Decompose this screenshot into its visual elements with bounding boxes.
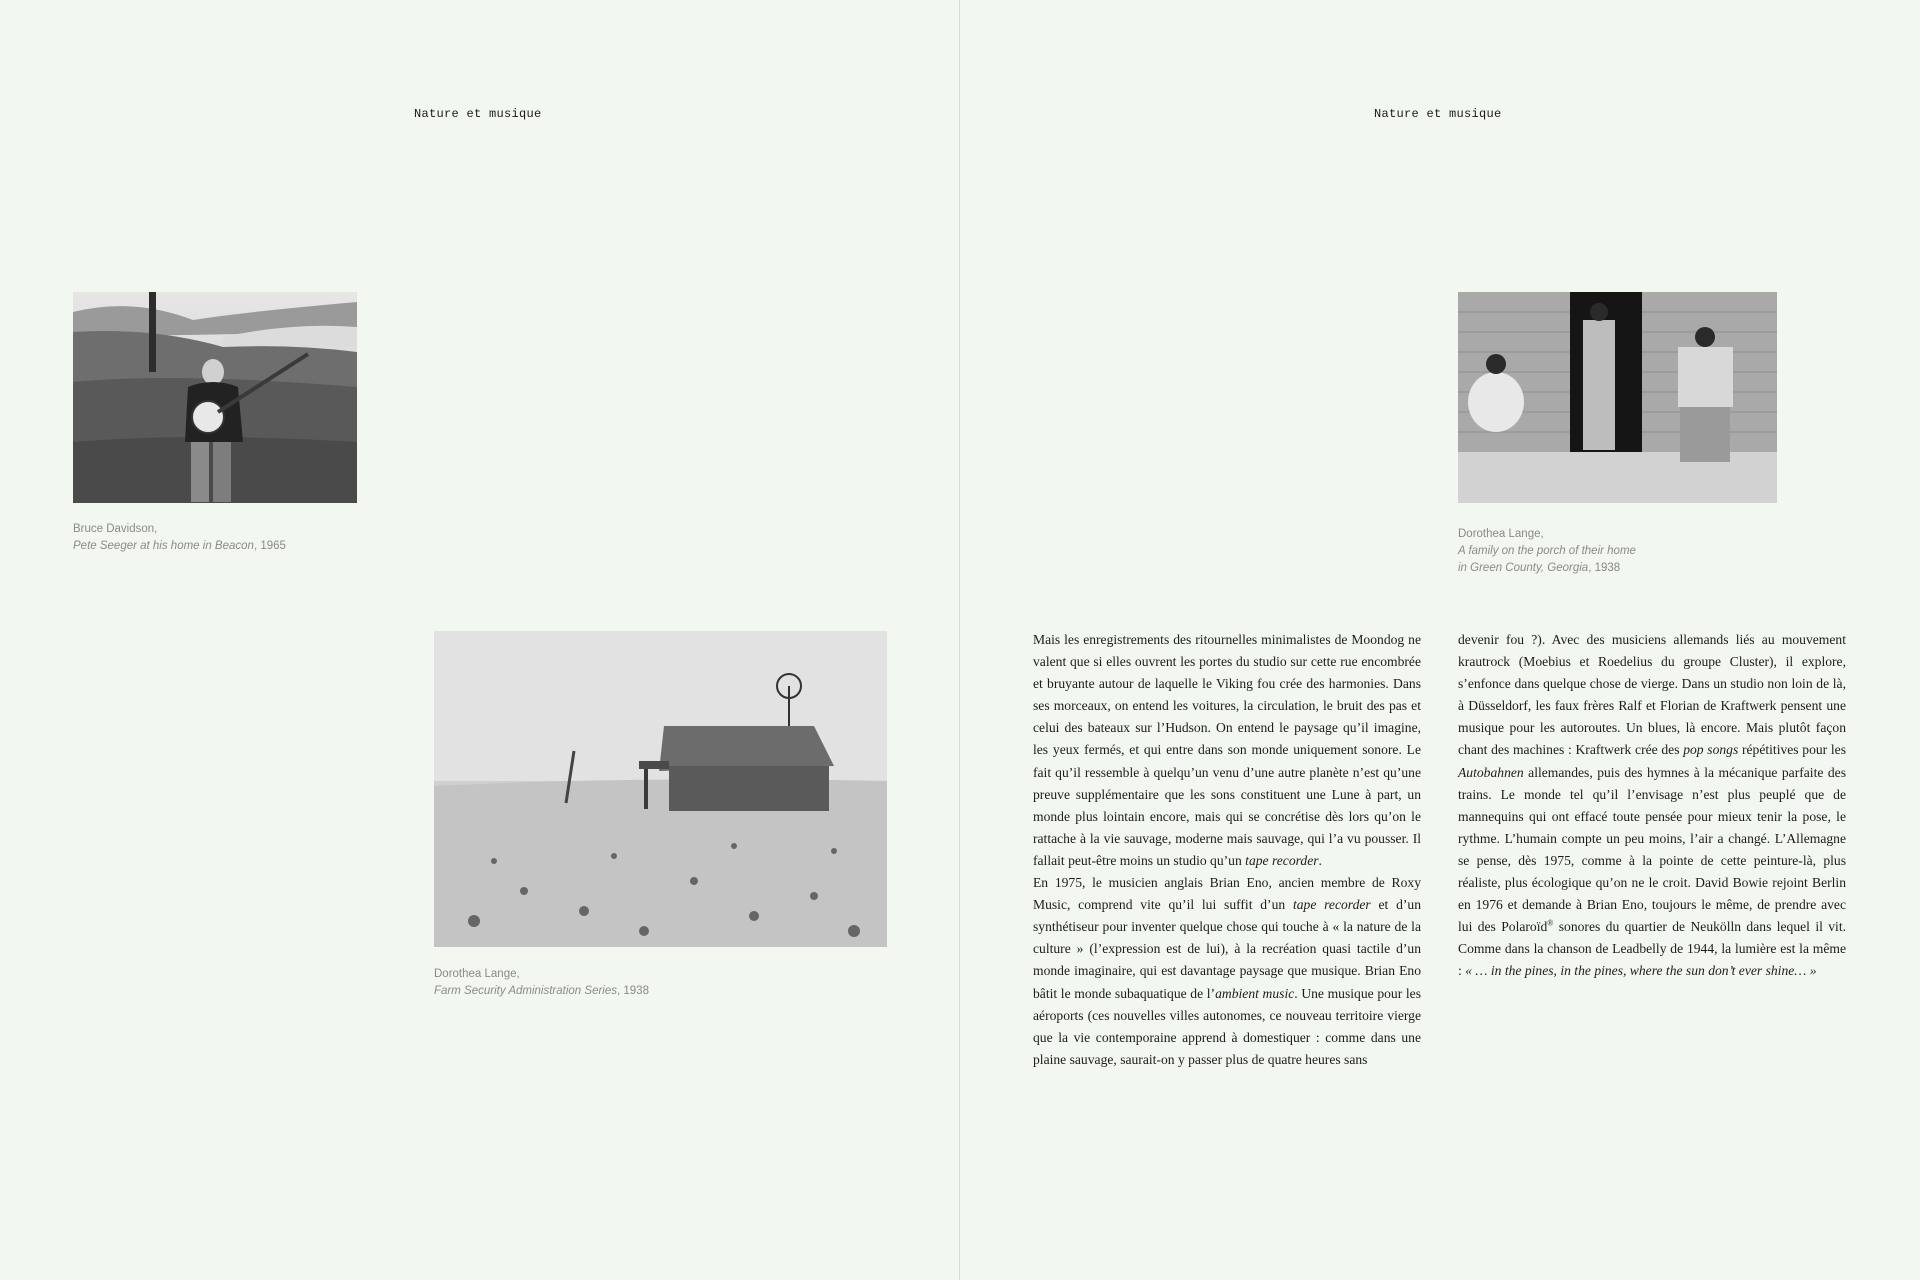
caption-seeger-author: Bruce Davidson, [73, 523, 158, 535]
registered-mark: ® [1547, 918, 1554, 928]
caption-farm-author: Dorothea Lange, [434, 968, 520, 980]
text-column-1 [1033, 629, 1421, 1071]
caption-seeger-title: Pete Seeger at his home in Beacon [73, 540, 254, 552]
running-head-right: Nature et musique [1374, 107, 1502, 121]
paragraph-moondog-text: Mais les enregistrements des ritournelles minimalistes de Moondog ne valent que si elles ouvrent les portes du studio sur cette rue encombrée et bruyante autour de laquelle le Viking fou crée des harmonies. Dans ses morceaux, on entend les voitures, la circulation, le bruit des pas et celui des bateaux sur l’Hudson. On entend le paysage qu’il imagine, les yeux fermés, et qui entre dans son monde uniquement sonore. Le fait qu’il ressemble à quelqu’un venu d’une autre planète n’est qu’une preuve supplémentaire que les sons constituent une Lune à part, un monde plus lointain encore, mais qui se concrétise dès lors qu’on le rattache à la vie sauvage, moderne mais sauvage, qui l’a vu pousser. Il fallait peut-être moins un studio qu’un [1033, 632, 1421, 868]
caption-porch-title-line1: A family on the porch of their home [1458, 545, 1636, 557]
photo-porch [1458, 292, 1777, 503]
paragraph-kraftwerk [1458, 629, 1846, 983]
caption-porch [1458, 526, 1818, 577]
paragraph-eno-text-c: . Une musique pour les aéroports (ces nouvelles villes autonomes, ce nouveau territoire vierge que la vie contemporaine apprend à domestiquer : comme dans une plaine sauvage, saurait-on y passer plus de quatre heures sans [1033, 985, 1421, 1067]
text-column-2 [1458, 629, 1846, 983]
caption-porch-year: , 1938 [1588, 562, 1621, 574]
running-head-left: Nature et musique [414, 107, 542, 121]
paragraph-kraftwerk-quote: « … in the pines, in the pines, where the sun don’t ever shine… » [1465, 963, 1817, 979]
photo-pete-seeger-banjo-icon [73, 292, 357, 503]
caption-seeger-year: , 1965 [253, 540, 286, 552]
photo-family-on-porch-icon [1458, 292, 1777, 503]
paragraph-moondog-end: . [1318, 852, 1322, 868]
paragraph-eno-em1: tape recorder [1292, 897, 1371, 913]
paragraph-moondog [1033, 629, 1421, 872]
photo-pete-seeger [73, 292, 357, 503]
caption-seeger [73, 521, 393, 555]
caption-farm-title: Farm Security Administration Series [434, 985, 617, 997]
caption-porch-title-line2-wrap [1458, 560, 1818, 577]
paragraph-kraftwerk-text-b: répétitives pour les [1738, 742, 1847, 758]
caption-farm-title-line [434, 983, 794, 1000]
photo-dust-bowl-farmhouse-icon [434, 631, 887, 947]
paragraph-eno-text-a: En 1975, le musicien anglais Brian Eno, ancien membre de Roxy Music, comprend vite qu’il lui suffit d’un [1033, 875, 1421, 913]
paragraph-kraftwerk-em2: Autobahnen [1458, 764, 1524, 780]
right-page [960, 0, 1920, 1280]
paragraph-eno-text-b: et d’un synthétiseur pour inventer quelque chose qui touche à « la nature de la culture » (l’expression est de lui), à la recréation quasi tactile d’un monde imaginaire, qui est davantage paysage que musique. Brian Eno bâtit le monde subaquatique de l’ [1033, 897, 1422, 1001]
photo-farm [434, 631, 887, 947]
paragraph-kraftwerk-text-d: sonores du quartier de Neukölln dans lequel il vit. Comme dans la chanson de Leadbelly de 1944, la lumière est la même : [1458, 919, 1846, 979]
caption-porch-author: Dorothea Lange, [1458, 528, 1544, 540]
paragraph-moondog-em: tape recorder [1245, 852, 1319, 868]
caption-seeger-title-line [73, 538, 393, 555]
paragraph-kraftwerk-text-c: allemandes, puis des hymnes à la mécanique parfaite des trains. Le monde tel qu’il l’envisage n’est plus peuplé que de mannequins qui ont effacé toute pensée pour mieux tenir la pose, le rythme. L’humain compte un peu moins, l’air a changé. L’Allemagne se pense, dès 1975, comme à la pointe de cette peinture-là, plus réaliste, plus écologique qu’on ne le croit. David Bowie rejoint Berlin en 1976 et demande à Brian Eno, toujours le même, de prendre avec lui des Polaroïd [1458, 764, 1846, 935]
caption-farm-year: , 1938 [617, 985, 649, 997]
caption-farm [434, 966, 794, 1000]
caption-porch-title-line2: in Green County, Georgia [1458, 562, 1589, 574]
paragraph-kraftwerk-em1: pop songs [1683, 742, 1739, 758]
paragraph-eno-em2: ambient music [1215, 985, 1295, 1001]
paragraph-eno [1033, 872, 1421, 1071]
paragraph-kraftwerk-text-a: devenir fou ?). Avec des musiciens allemands liés au mouvement krautrock (Moebius et Roedelius du groupe Cluster), il explore, s’enfonce dans quelque chose de vierge. Dans un studio non loin de là, à Düsseldorf, les faux frères Ralf et Florian de Kraftwerk pensent une musique pour les autoroutes. Un blues, là encore. Mais plutôt façon chant des machines : Kraftwerk crée des [1458, 632, 1846, 758]
